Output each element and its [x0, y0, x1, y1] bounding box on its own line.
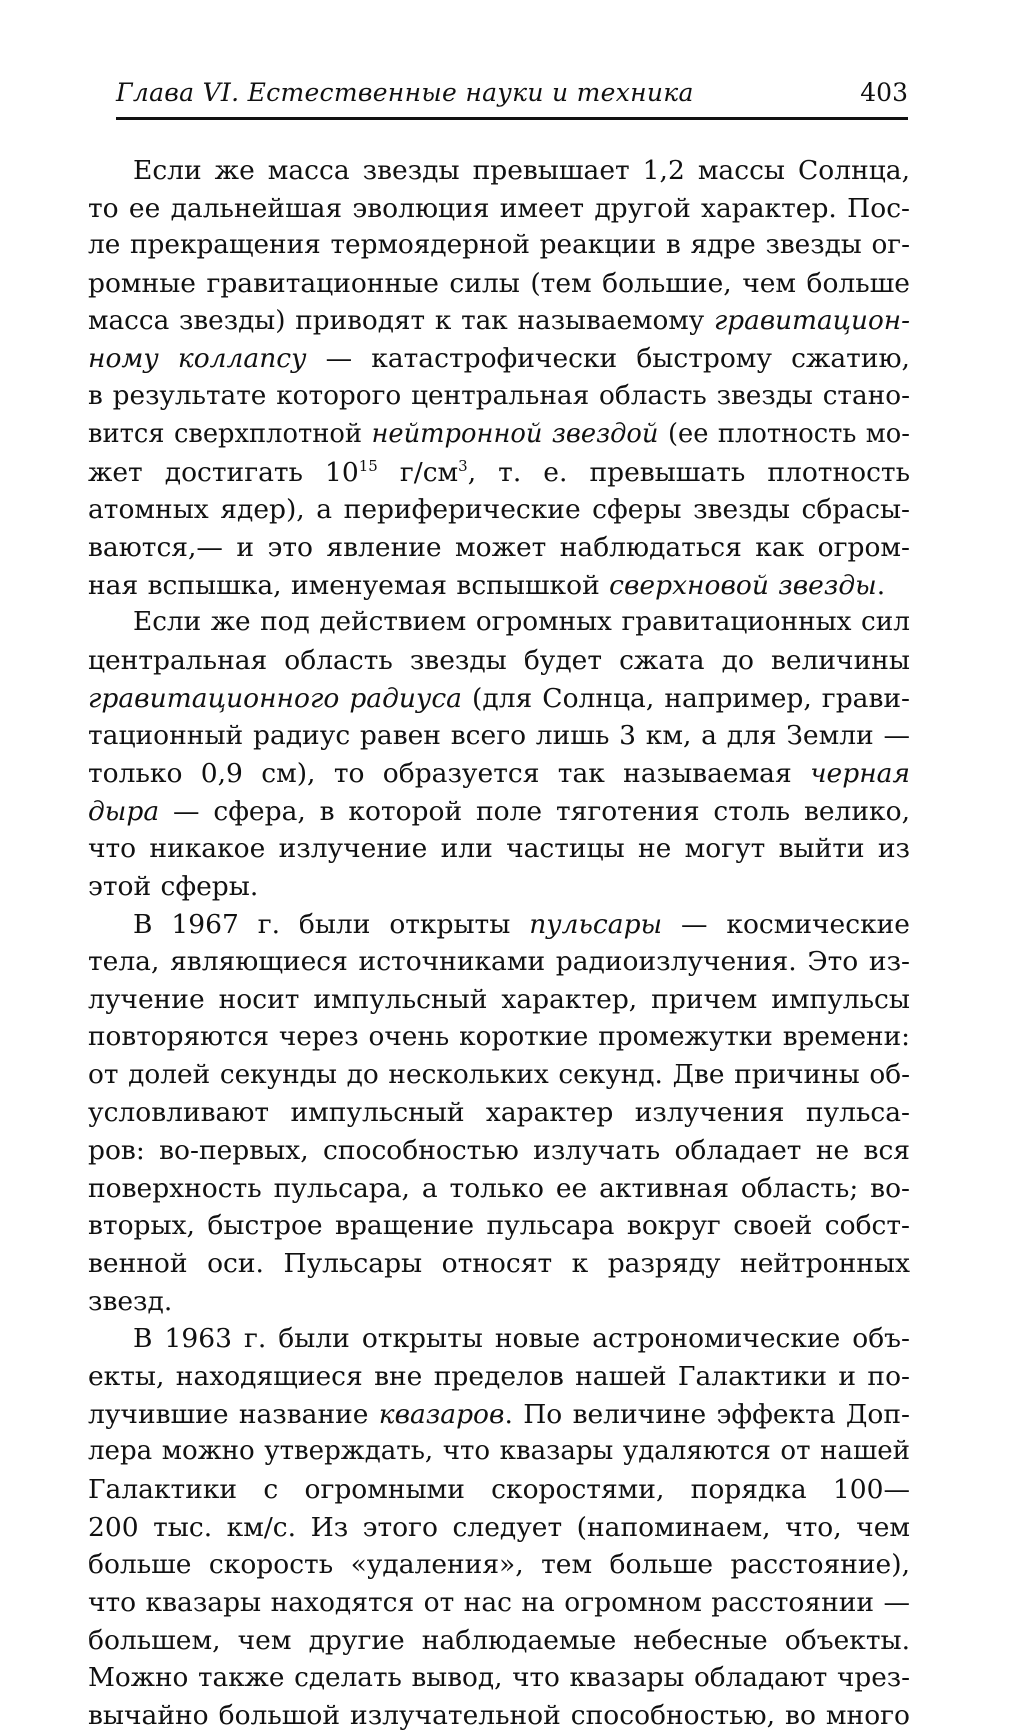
- italic-term: гравитацион-: [714, 305, 910, 336]
- text-line: условливают импульсный характер излучения пульса-: [88, 1097, 910, 1129]
- superscript: 15: [358, 456, 378, 475]
- italic-term: черная: [810, 758, 910, 789]
- text-line: вычайно большой излучательной способностью, во много: [88, 1700, 910, 1732]
- text-line: гравитационного радиуса (для Солнца, например, грави-: [88, 682, 910, 714]
- text-line: лера можно утверждать, что квазары удаляются от нашей: [88, 1436, 910, 1467]
- italic-term: ному коллапсу: [88, 343, 307, 375]
- text-line: ле прекращения термоядерной реакции в ядре звезды ог-: [88, 230, 910, 261]
- text-line: центральная область звезды будет сжата до величины: [88, 644, 910, 676]
- text-line: что квазары находятся от нас на огромном расстоянии —: [88, 1587, 910, 1619]
- text-line: в результате которого центральная область звезды стано-: [88, 381, 910, 412]
- text-line: 200 тыс. км/с. Из этого следует (напоминаем, что, чем: [88, 1511, 910, 1543]
- italic-term: дыра: [88, 795, 160, 827]
- text-line: В 1967 г. были открыты пульсары — космические: [133, 908, 910, 940]
- text-line: лучившие название квазаров. По величине эффекта Доп-: [88, 1398, 910, 1430]
- text-line: ная вспышка, именуемая вспышкой сверхновой звезды.: [88, 569, 886, 601]
- text-line: атомных ядер), а периферические сферы звезды сбрасы-: [88, 494, 910, 526]
- text-line: Можно также сделать вывод, что квазары обладают чрез-: [88, 1662, 910, 1693]
- text-line: екты, находящиеся вне пределов нашей Галактики и по-: [88, 1361, 910, 1392]
- text-line: ромные гравитационные силы (тем большие, чем больше: [88, 268, 910, 300]
- text-line: ваются,— и это явление может наблюдаться как огром-: [88, 531, 910, 563]
- text-line: вится сверхплотной нейтронной звездой (ее плотность мо-: [88, 418, 910, 449]
- text-line: большем, чем другие наблюдаемые небесные объекты.: [88, 1624, 910, 1656]
- text-line: венной оси. Пульсары относят к разряду нейтронных: [88, 1247, 910, 1279]
- header-rule: [116, 117, 908, 120]
- text-line: только 0,9 см), то образуется так называемая черная: [88, 758, 910, 789]
- italic-term: пульсары: [529, 908, 663, 940]
- text-line: дыра — сфера, в которой поле тяготения столь велико,: [88, 795, 910, 827]
- italic-term: квазаров: [378, 1398, 505, 1430]
- text-line: вторых, быстрое вращение пульсара вокруг своей собст-: [88, 1210, 910, 1242]
- text-line: Если же масса звезды превышает 1,2 массы Солнца,: [133, 155, 910, 186]
- text-line: от долей секунды до нескольких секунд. Две причины об-: [88, 1059, 910, 1090]
- text-line: звезд.: [88, 1285, 173, 1317]
- italic-term: нейтронной звездой: [371, 418, 659, 449]
- text-line: поверхность пульсара, а только ее активная область; во-: [88, 1172, 910, 1204]
- text-line: В 1963 г. были открыты новые астрономические объ-: [133, 1323, 910, 1355]
- running-title: Глава VI. Естественные науки и техника: [116, 78, 694, 107]
- text-line: лучение носит импульсный характер, причем импульсы: [88, 984, 910, 1016]
- running-head: [116, 78, 908, 114]
- text-line: тационный радиус равен всего лишь 3 км, а для Земли —: [88, 720, 910, 752]
- text-line: то ее дальнейшая эволюция имеет другой характер. Пос-: [88, 192, 910, 224]
- text-line: масса звезды) приводят к так называемому гравитацион-: [88, 305, 910, 336]
- text-line: больше скорость «удаления», тем больше расстояние),: [88, 1549, 910, 1581]
- text-line: тела, являющиеся источниками радиоизлучения. Это из-: [88, 946, 910, 978]
- body-text: [88, 152, 910, 1735]
- text-line: что никакое излучение или частицы не могут выйти из: [88, 833, 910, 865]
- text-line: ров: во-первых, способностью излучать обладает не вся: [88, 1134, 910, 1166]
- text-line: жет достигать $10^{15}$ $г/см^3$, т. е. превышать плотность: [88, 456, 910, 488]
- text-line: Если же под действием огромных гравитационных сил: [133, 607, 910, 638]
- superscript: 3: [458, 456, 468, 475]
- text-line: повторяются через очень короткие промежутки времени:: [88, 1021, 910, 1052]
- page-number: 403: [860, 78, 908, 107]
- text-line: Галактики с огромными скоростями, порядка 100—: [88, 1474, 910, 1506]
- italic-term: гравитационного радиуса: [88, 682, 462, 714]
- italic-term: сверхновой звезды: [609, 569, 877, 601]
- text-line: этой сферы.: [88, 871, 259, 903]
- text-line: ному коллапсу — катастрофически быстрому сжатию,: [88, 343, 910, 375]
